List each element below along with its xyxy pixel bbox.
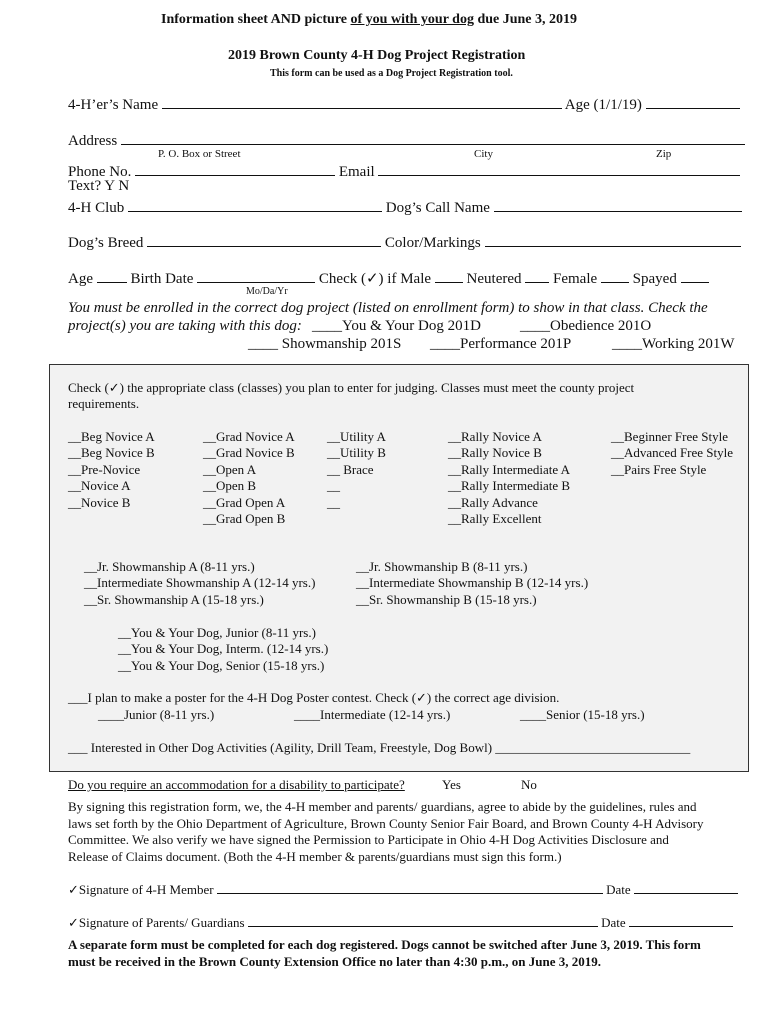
parent-signature-label: ✓Signature of Parents/ Guardians <box>68 915 245 930</box>
class-option[interactable]: __Rally Intermediate A <box>448 461 571 477</box>
you-your-dog-column <box>118 625 328 674</box>
agreement-line1: By signing this registration form, we, the 4-H member and parents/ guardians, agree to abide by the guidelines, rules and <box>68 799 697 814</box>
rally-column <box>448 429 570 527</box>
color-field[interactable] <box>485 232 741 247</box>
address-hint-box: P. O. Box or Street <box>158 148 241 160</box>
info-sheet-heading: Information sheet AND picture of you with your dog due June 3, 2019 <box>161 12 578 27</box>
phone-label: Phone No. <box>68 164 132 180</box>
class-option[interactable]: __Pairs Free Style <box>611 461 707 477</box>
class-option[interactable]: __Sr. Showmanship A (15-18 yrs.) <box>84 591 264 607</box>
birth-date-label: Birth Date <box>130 271 194 287</box>
project-working[interactable]: ____Working 201W <box>612 336 735 352</box>
poster-senior-option[interactable]: ____Senior (15-18 yrs.) <box>520 707 645 722</box>
address-field[interactable] <box>121 130 745 145</box>
agreement-line4: Release of Claims document. (Both the 4-H member & parents/guardians must sign this form.) <box>68 849 562 864</box>
female-field[interactable] <box>601 268 629 283</box>
address-row <box>68 130 745 150</box>
class-option[interactable]: __Rally Advance <box>448 494 538 510</box>
poster-junior-option[interactable]: ____Junior (8-11 yrs.) <box>98 707 215 722</box>
project-performance[interactable]: ____Performance 201P <box>430 336 572 352</box>
agreement-line2: laws set forth by the Ohio Department of Agriculture, Brown County Senior Fair Board, and Brown County 4-H Advisory <box>68 816 704 831</box>
birth-date-field[interactable] <box>197 268 315 283</box>
class-option[interactable]: __Intermediate Showmanship A (12-14 yrs.) <box>84 575 316 591</box>
class-intro-line1: Check (✓) the appropriate class (classes) you plan to enter for judging. Classes must meet the county project <box>68 380 635 395</box>
age-label: Age (1/1/19) <box>564 97 642 113</box>
class-option[interactable]: __Utility B <box>327 445 386 461</box>
member-signature-field[interactable] <box>217 881 603 894</box>
name-label: 4-H’er’s Name <box>68 97 159 113</box>
parent-date-label: Date <box>601 915 626 930</box>
male-check-label: Check (✓) if Male <box>318 271 432 287</box>
obedience-novice-column <box>68 429 155 511</box>
club-row <box>68 197 742 217</box>
name-row <box>68 94 740 114</box>
class-option[interactable]: __Jr. Showmanship A (8-11 yrs.) <box>84 559 255 574</box>
text-option[interactable]: Text? Y N <box>68 178 130 194</box>
class-option[interactable]: __Beginner Free Style <box>611 429 728 444</box>
member-signature-label: ✓Signature of 4-H Member <box>68 882 214 897</box>
class-option[interactable]: __Intermediate Showmanship B (12-14 yrs.) <box>356 575 589 591</box>
neutered-field[interactable] <box>525 268 549 283</box>
dog-age-field[interactable] <box>97 268 127 283</box>
class-option[interactable]: __Rally Novice A <box>448 429 542 444</box>
project-you-your-dog[interactable]: ____You & Your Dog 201D <box>312 318 481 334</box>
color-label: Color/Markings <box>384 235 481 251</box>
female-label: Female <box>553 271 598 287</box>
class-option[interactable]: __Open B <box>203 478 257 494</box>
class-option[interactable]: __You & Your Dog, Senior (15-18 yrs.) <box>118 657 325 673</box>
showmanship-b-column <box>356 559 588 608</box>
class-option[interactable]: __Rally Excellent <box>448 511 542 527</box>
male-field[interactable] <box>435 268 463 283</box>
member-date-field[interactable] <box>634 881 738 894</box>
class-option[interactable]: __Rally Novice B <box>448 445 542 461</box>
parent-signature-row <box>68 914 733 931</box>
spayed-label: Spayed <box>632 271 677 287</box>
date-hint: Mo/Da/Yr <box>246 286 288 297</box>
poster-contest-option[interactable]: ___I plan to make a poster for the 4-H Dog Poster contest. Check (✓) the correct age division. <box>68 690 560 705</box>
accommodation-no[interactable]: No <box>521 777 537 792</box>
age-field[interactable] <box>646 94 740 109</box>
class-option[interactable]: __Grad Novice A <box>203 429 295 444</box>
dog-age-label: Age <box>68 271 93 287</box>
free-style-column <box>611 429 733 478</box>
call-name-field[interactable] <box>494 197 742 212</box>
address-hint-city: City <box>474 148 493 160</box>
class-option[interactable]: __Grad Novice B <box>203 445 295 461</box>
address-hint-zip: Zip <box>656 148 672 160</box>
email-label: Email <box>338 164 375 180</box>
class-option[interactable]: __Beg Novice A <box>68 429 155 444</box>
class-option[interactable]: __Grad Open A <box>203 494 286 510</box>
address-label: Address <box>68 133 118 149</box>
club-field[interactable] <box>128 197 382 212</box>
utility-column <box>327 429 386 511</box>
call-name-label: Dog’s Call Name <box>385 200 490 216</box>
accommodation-yes[interactable]: Yes <box>442 777 461 792</box>
enroll-note-line2: project(s) you are taking with this dog: <box>68 318 302 334</box>
class-option[interactable]: __ <box>327 494 340 510</box>
separate-form-note-line2: must be received in the Brown County Extension Office no later than 4:30 p.m., on June 3, 2019. <box>68 954 602 969</box>
showmanship-a-column <box>84 559 315 608</box>
class-option[interactable]: __Open A <box>203 461 257 477</box>
class-option[interactable]: __Jr. Showmanship B (8-11 yrs.) <box>356 559 528 574</box>
club-label: 4-H Club <box>68 200 125 216</box>
class-option[interactable]: __Novice B <box>68 494 131 510</box>
accommodation-question: Do you require an accommodation for a disability to participate? <box>68 777 405 792</box>
dog-details-row <box>68 268 709 288</box>
class-option[interactable]: __Grad Open B <box>203 511 286 527</box>
obedience-grad-column <box>203 429 295 527</box>
other-activities-option[interactable]: ___ Interested in Other Dog Activities (Agility, Drill Team, Freestyle, Dog Bowl) ______________________________ <box>68 740 691 755</box>
parent-date-field[interactable] <box>629 914 733 927</box>
poster-intermediate-option[interactable]: ____Intermediate (12-14 yrs.) <box>294 707 451 722</box>
project-obedience[interactable]: ____Obedience 201O <box>520 318 652 334</box>
breed-field[interactable] <box>147 232 381 247</box>
member-date-label: Date <box>606 882 631 897</box>
class-option[interactable]: __Utility A <box>327 429 386 444</box>
neutered-label: Neutered <box>466 271 522 287</box>
phone-field[interactable] <box>135 161 335 176</box>
class-option[interactable]: __Advanced Free Style <box>611 445 734 461</box>
spayed-field[interactable] <box>681 268 709 283</box>
email-field[interactable] <box>378 161 740 176</box>
class-option[interactable]: __ Brace <box>327 461 374 477</box>
class-option[interactable]: __Beg Novice B <box>68 445 155 461</box>
parent-signature-field[interactable] <box>248 914 598 927</box>
class-option[interactable]: __ <box>327 478 340 494</box>
class-option[interactable]: __Rally Intermediate B <box>448 478 571 494</box>
name-field[interactable] <box>162 94 562 109</box>
breed-row <box>68 232 741 252</box>
phone-row <box>68 161 740 181</box>
separate-form-note-line1: A separate form must be completed for each dog registered. Dogs cannot be switched after June 3, 2019. This form <box>68 937 701 952</box>
project-showmanship[interactable]: ____ Showmanship 201S <box>248 336 402 352</box>
class-option[interactable]: __Sr. Showmanship B (15-18 yrs.) <box>356 591 537 607</box>
breed-label: Dog’s Breed <box>68 235 144 251</box>
form-title: 2019 Brown County 4-H Dog Project Registration <box>228 48 526 63</box>
class-option[interactable]: __Pre-Novice <box>68 461 141 477</box>
agreement-line3: Committee. We also verify we have signed the Permission to Participate in Ohio 4-H Dog Activities Disclosure and <box>68 832 669 847</box>
class-option[interactable]: __Novice A <box>68 478 131 494</box>
class-option[interactable]: __You & Your Dog, Interm. (12-14 yrs.) <box>118 641 329 657</box>
enroll-note-line1: You must be enrolled in the correct dog project (listed on enrollment form) to show in that class. Check the <box>68 300 708 316</box>
class-option[interactable]: __You & Your Dog, Junior (8-11 yrs.) <box>118 625 316 640</box>
class-intro-line2: requirements. <box>68 396 140 411</box>
member-signature-row <box>68 881 738 898</box>
form-subtitle: This form can be used as a Dog Project Registration tool. <box>270 68 513 79</box>
